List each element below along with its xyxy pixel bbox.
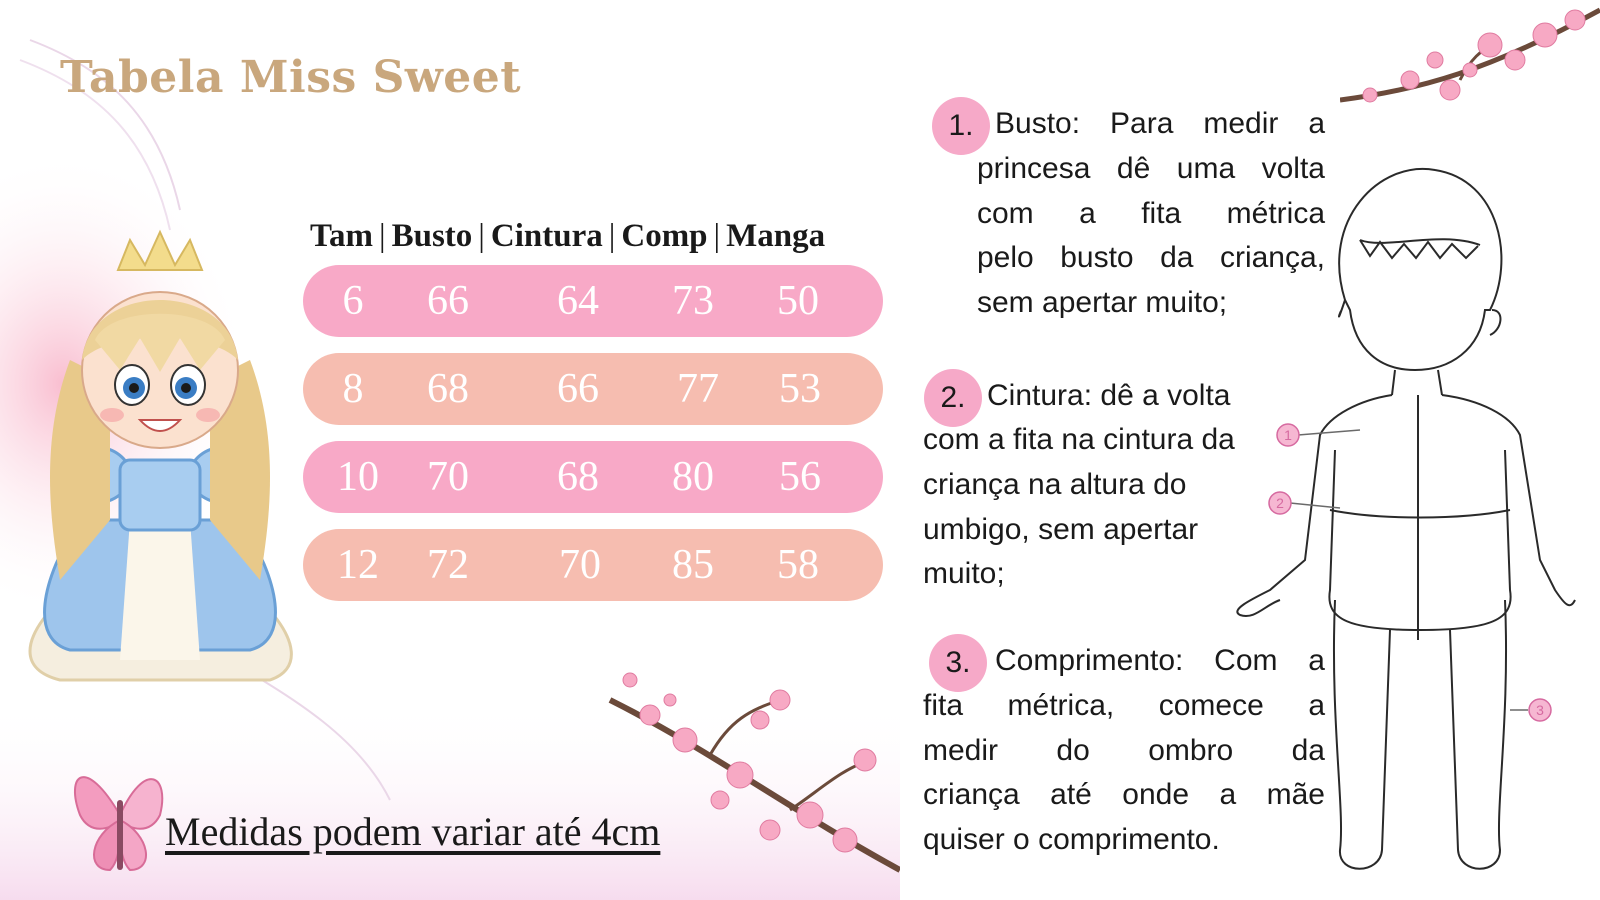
cell-manga: 56	[779, 454, 821, 500]
step-2-number: 2.	[924, 369, 982, 427]
step-2-line: Cintura: dê a volta	[987, 379, 1231, 412]
table-row	[303, 529, 883, 601]
cell-cintura: 70	[559, 542, 601, 588]
step-1-line: pelo busto da criança,	[977, 241, 1325, 274]
figure-marker-3: 3	[1536, 702, 1544, 718]
cell-cintura: 64	[557, 278, 599, 324]
table-header: Tam | Busto | Cintura | Comp | Manga	[310, 218, 826, 254]
header-busto: Busto	[391, 218, 473, 254]
princess-illustration	[0, 220, 310, 700]
cell-manga: 50	[777, 278, 819, 324]
table-row	[303, 441, 883, 513]
page-title: Tabela Miss Sweet	[60, 52, 522, 103]
cell-manga: 53	[779, 366, 821, 412]
header-comp: Comp	[621, 218, 708, 254]
cell-cintura: 66	[557, 366, 599, 412]
cell-comp: 73	[672, 278, 714, 324]
table-row	[303, 353, 883, 425]
step-2-line: criança na altura do	[923, 468, 1187, 501]
step-2-line: com a fita na cintura da	[923, 423, 1235, 456]
header-cintura: Cintura	[490, 218, 603, 254]
butterfly-icon	[65, 745, 175, 880]
header-manga: Manga	[726, 218, 826, 254]
figure-marker-1: 1	[1284, 427, 1292, 443]
cell-busto: 68	[427, 366, 469, 412]
child-measurement-figure	[1210, 160, 1600, 890]
cell-tam: 12	[337, 542, 379, 588]
cell-cintura: 68	[557, 454, 599, 500]
step-3-line: criança até onde a mãe	[923, 778, 1325, 811]
table-row	[303, 265, 883, 337]
step-1-line: sem apertar muito;	[977, 286, 1228, 319]
cell-comp: 80	[672, 454, 714, 500]
step-1-line: com a fita métrica	[977, 197, 1325, 230]
measurement-note: Medidas podem variar até 4cm	[165, 809, 661, 854]
figure-marker-2: 2	[1276, 495, 1284, 511]
cherry-blossom-branch	[590, 640, 900, 900]
cell-manga: 58	[777, 542, 819, 588]
step-1-line: princesa dê uma volta	[977, 152, 1325, 185]
cell-busto: 66	[427, 278, 469, 324]
cell-busto: 70	[427, 454, 469, 500]
step-3-number: 3.	[929, 634, 987, 692]
step-1-line: Busto: Para medir a	[995, 107, 1325, 140]
step-1-number: 1.	[932, 97, 990, 155]
step-3-line: quiser o comprimento.	[923, 823, 1220, 856]
cell-comp: 77	[677, 366, 719, 412]
step-2-line: umbigo, sem apertar	[923, 513, 1199, 546]
cell-tam: 6	[342, 278, 364, 324]
cell-tam: 8	[342, 366, 364, 412]
cell-busto: 72	[427, 542, 469, 588]
cell-comp: 85	[672, 542, 714, 588]
cell-tam: 10	[337, 454, 379, 500]
step-3-line: fita métrica, comece a	[923, 689, 1325, 722]
header-tam: Tam	[310, 218, 373, 254]
cherry-blossom-branch-top	[1340, 0, 1600, 120]
step-2-line: muito;	[923, 557, 1005, 590]
step-3-line: Comprimento: Com a	[995, 644, 1325, 677]
step-3-line: medir do ombro da	[923, 734, 1325, 767]
